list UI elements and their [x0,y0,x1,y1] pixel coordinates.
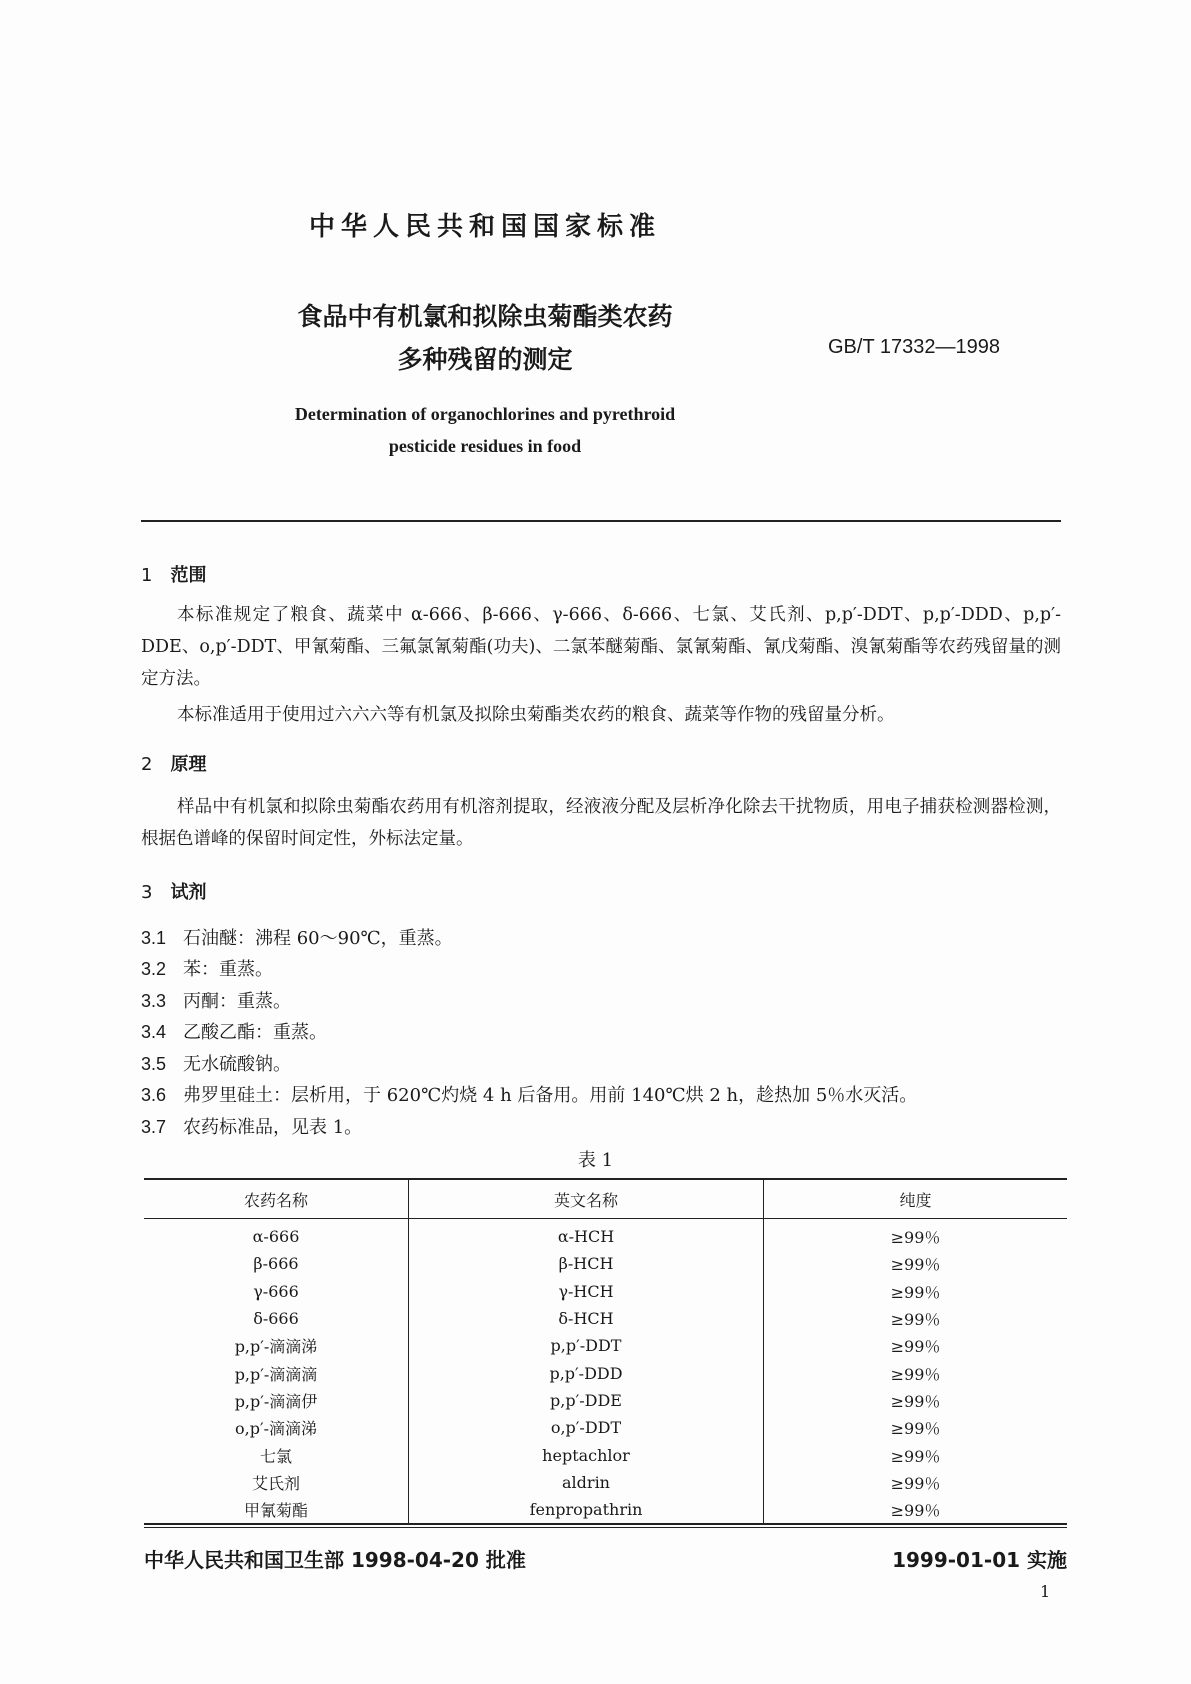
section-heading-3: 3 试剂 [141,882,207,903]
header-rule [141,520,1061,522]
section-1-para-1: 本标准规定了粮食、蔬菜中 α-666、β-666、γ-666、δ-666、七氯、艾氏剂、p,p′-DDT、p,p′-DDD、p,p′-DDE、o,p′-DDT、甲氰菊酯、三氟氯氰菊酯(功夫)、二氯苯醚菊酯、氯氰菊酯、氰戊菊酯、溴氰菊酯等农药残留量的测定方法。 [141,605,1061,689]
reagent-item: 3.1 石油醚：沸程 60～90℃，重蒸。 [141,928,453,949]
table-row [144,1332,1067,1359]
section-2-para-1: 样品中有机氯和拟除虫菊酯农药用有机溶剂提取，经液液分配及层析净化除去干扰物质，用电子捕获检测器检测，根据色谱峰的保留时间定性，外标法定量。 [141,797,1061,849]
title-line2: 多种残留的测定 [397,345,573,374]
purity-cell: ≥99％ [764,1250,1068,1277]
chinese-name-cell: 七氯 [259,1446,292,1466]
english-name-cell: α-HCH [409,1219,764,1251]
english-name-cell: p,p′-DDD [409,1359,764,1386]
title-line1: 食品中有机氯和拟除虫菊酯类农药 [297,302,673,331]
english-name-cell: δ-HCH [409,1305,764,1332]
table-row [144,1219,1067,1251]
chinese-name-cell: δ-666 [253,1309,299,1329]
purity-cell: ≥99％ [764,1441,1068,1468]
reagent-item: 3.5 无水硫酸钠。 [141,1054,291,1075]
english-title-line1: Determination of organochlorines and pyrethroid [294,404,676,424]
chinese-name-cell: o,p′-滴滴涕 [234,1419,317,1439]
chinese-name-cell: γ-666 [253,1281,299,1301]
table-row [144,1414,1067,1441]
column-header: 纯度 [764,1179,1068,1219]
table-row [144,1387,1067,1414]
column-header: 英文名称 [409,1179,764,1219]
org-title: 中华人民共和国国家标准 [308,212,661,242]
purity-cell: ≥99％ [764,1387,1068,1414]
purity-cell: ≥99％ [764,1305,1068,1332]
english-name-cell: p,p′-DDE [409,1387,764,1414]
english-name-cell: aldrin [409,1469,764,1496]
standard-code: GB/T 17332—1998 [828,336,1000,358]
chinese-name-cell: p,p′-滴滴滴 [234,1364,318,1384]
table-row [144,1496,1067,1524]
table-row [144,1278,1067,1305]
purity-cell: ≥99％ [764,1278,1068,1305]
english-name-cell: γ-HCH [409,1278,764,1305]
reagent-item: 3.2 苯：重蒸。 [141,959,273,980]
reagent-item: 3.7 农药标准品，见表 1。 [141,1117,363,1138]
english-name-cell: o,p′-DDT [409,1414,764,1441]
reagent-item: 3.6 弗罗里硅土：层析用，于 620℃灼烧 4 h 后备用。用前 140℃烘 2 h，趁热加 5％水灭活。 [141,1085,918,1106]
english-name-cell: β-HCH [409,1250,764,1277]
chinese-name-cell: 艾氏剂 [251,1473,300,1493]
purity-cell: ≥99％ [764,1219,1068,1251]
purity-cell: ≥99％ [764,1332,1068,1359]
column-header: 农药名称 [144,1179,409,1219]
page-number: 1 [1040,1582,1051,1601]
table-row [144,1441,1067,1468]
table-row [144,1359,1067,1386]
purity-cell: ≥99％ [764,1496,1068,1524]
section-heading-2: 2 原理 [141,754,207,775]
purity-cell: ≥99％ [764,1414,1068,1441]
approval-date: 中华人民共和国卫生部 1998-04-20 批准 [144,1548,526,1572]
table-row [144,1469,1067,1496]
section-1-para-2: 本标准适用于使用过六六六等有机氯及拟除虫菊酯类农药的粮食、蔬菜等作物的残留量分析。 [177,705,895,725]
english-name-cell: heptachlor [409,1441,764,1468]
table-caption: 表 1 [577,1150,614,1171]
section-heading-1: 1 范围 [141,565,207,586]
reagent-item: 3.3 丙酮：重蒸。 [141,991,291,1012]
reagent-item: 3.4 乙酸乙酯：重蒸。 [141,1022,327,1043]
pesticide-standards-table [144,1178,1067,1525]
english-name-cell: p,p′-DDT [409,1332,764,1359]
purity-cell: ≥99％ [764,1469,1068,1496]
chinese-name-cell: p,p′-滴滴涕 [234,1337,318,1357]
table-header-row [144,1179,1067,1219]
chinese-name-cell: 甲氰菊酯 [243,1501,308,1521]
english-name-cell: fenpropathrin [409,1496,764,1524]
table-row [144,1250,1067,1277]
english-title-line2: pesticide residues in food [388,436,582,456]
chinese-name-cell: p,p′-滴滴伊 [234,1391,318,1411]
chinese-name-cell: β-666 [253,1254,299,1274]
effective-date: 1999-01-01 实施 [892,1548,1067,1572]
table-row [144,1305,1067,1332]
chinese-name-cell: α-666 [252,1227,300,1247]
purity-cell: ≥99％ [764,1359,1068,1386]
footer-rule [144,1527,1067,1528]
